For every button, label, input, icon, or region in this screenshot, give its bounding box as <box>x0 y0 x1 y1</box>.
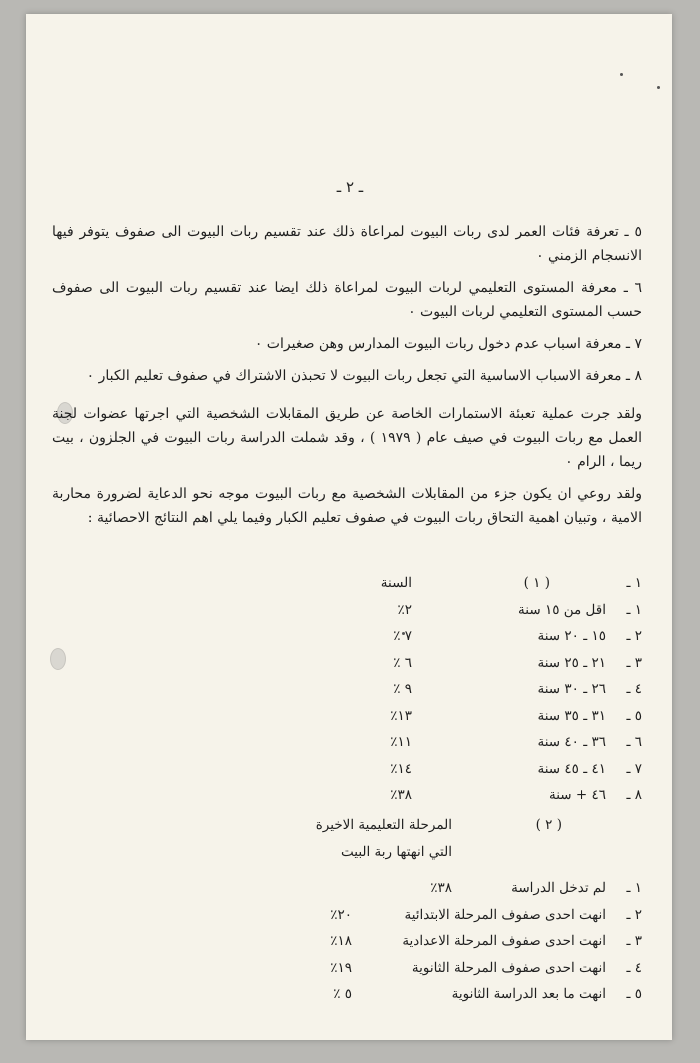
table-title-line1: المرحلة التعليمية الاخيرة <box>315 817 452 833</box>
paragraph-method: ولقد جرت عملية تعبئة الاستمارات الخاصة عن طريق المقابلات الشخصية التي اجرتها عضوات لجنة العمل مع ربات البيوت في صيف عام ( ١٩٧٩ ) ، وقد شملت الدراسة ربات البيوت في الجلزون ، بيت ريما ، الرام ٠ <box>52 406 643 470</box>
paragraph-5: ٥ ـ تعرفة فئات العمر لدى ربات البيوت لمراعاة ذلك عند تقسيم ربات البيوت الى صفوف يتوفر فيها الانسجام الزمني ٠ <box>52 224 642 264</box>
page-number: ـ ٢ ـ <box>336 178 364 196</box>
table-row: ١ ـ اقل من ١٥ سنة ٢٪ <box>397 601 642 618</box>
table-row: ٢ ـ ١٥ ـ ٢٠ سنة ٧ ٪ <box>393 628 642 644</box>
header-year: السنة <box>380 575 412 591</box>
table-row: ٧ ـ ٤١ ـ ٤٥ سنة ١٤٪ <box>390 760 642 777</box>
table-row: ٨ ـ ٤٦ + سنة ٣٨٪ <box>390 787 642 803</box>
paragraph-8: ٨ ـ معرفة الاسباب الاساسية التي تجعل ربات البيوت لا تحبذن الاشتراك في صفوف تعليم الكبار ٠ <box>86 368 642 384</box>
table-row: ٤ ـ انهت احدى صفوف المرحلة الثانوية ١٩٪ <box>330 959 642 976</box>
table-row: ٣ ـ انهت احدى صفوف المرحلة الاعدادية ١٨٪ <box>330 933 642 949</box>
table-header <box>52 570 642 597</box>
table-number: ( ١ ) <box>523 575 550 591</box>
table-age <box>52 570 642 809</box>
paragraph-6: ٦ ـ معرفة المستوى التعليمي لربات البيوت لمراعاة ذلك ايضا عند تقسيم ربات البيوت الى صفوف حسب المستوى التعليمي لربات البيوت ٠ <box>52 280 642 320</box>
table-row: ٣ ـ ٢١ ـ ٢٥ سنة ٦ ٪ <box>393 654 642 671</box>
table-row: ٢ ـ انهت احدى صفوف المرحلة الابتدائية ٢٠٪ <box>330 906 642 923</box>
table-row: ١ ـ لم تدخل الدراسة ٣٨٪ <box>430 880 642 896</box>
table-row: ٥ ـ انهت ما بعد الدراسة الثانوية ٥ ٪ <box>333 986 642 1002</box>
table-subtitle <box>52 839 642 866</box>
header-number: ١ ـ <box>626 575 642 591</box>
body-text <box>52 220 642 530</box>
table-row: ٤ ـ ٢٦ ـ ٣٠ سنة ٩ ٪ <box>393 681 642 697</box>
table-title-line2: التي انهتها ربة البيت <box>341 843 452 860</box>
paragraph-7: ٧ ـ معرفة اسباب عدم دخول ربات البيوت المدارس وهن صغيرات ٠ <box>254 336 642 352</box>
table-number: ( ٢ ) <box>535 817 562 833</box>
table-title <box>52 812 642 839</box>
table-row: ٦ ـ ٣٦ ـ ٤٠ سنة ١١٪ <box>390 734 642 750</box>
speck <box>657 86 660 89</box>
table-education <box>52 812 642 1008</box>
speck <box>620 73 623 76</box>
paragraph-results-intro: ولقد روعي ان يكون جزء من المقابلات الشخصية مع ربات البيوت موجه نحو الدعاية لضرورة محاربة الامية ، وتبيان اهمية التحاق ربات البيوت في صفوف تعليم الكبار وفيما يلي اهم النتائج الاحصائية : <box>52 486 642 526</box>
table-row: ٥ ـ ٣١ ـ ٣٥ سنة ١٣٪ <box>390 707 642 724</box>
